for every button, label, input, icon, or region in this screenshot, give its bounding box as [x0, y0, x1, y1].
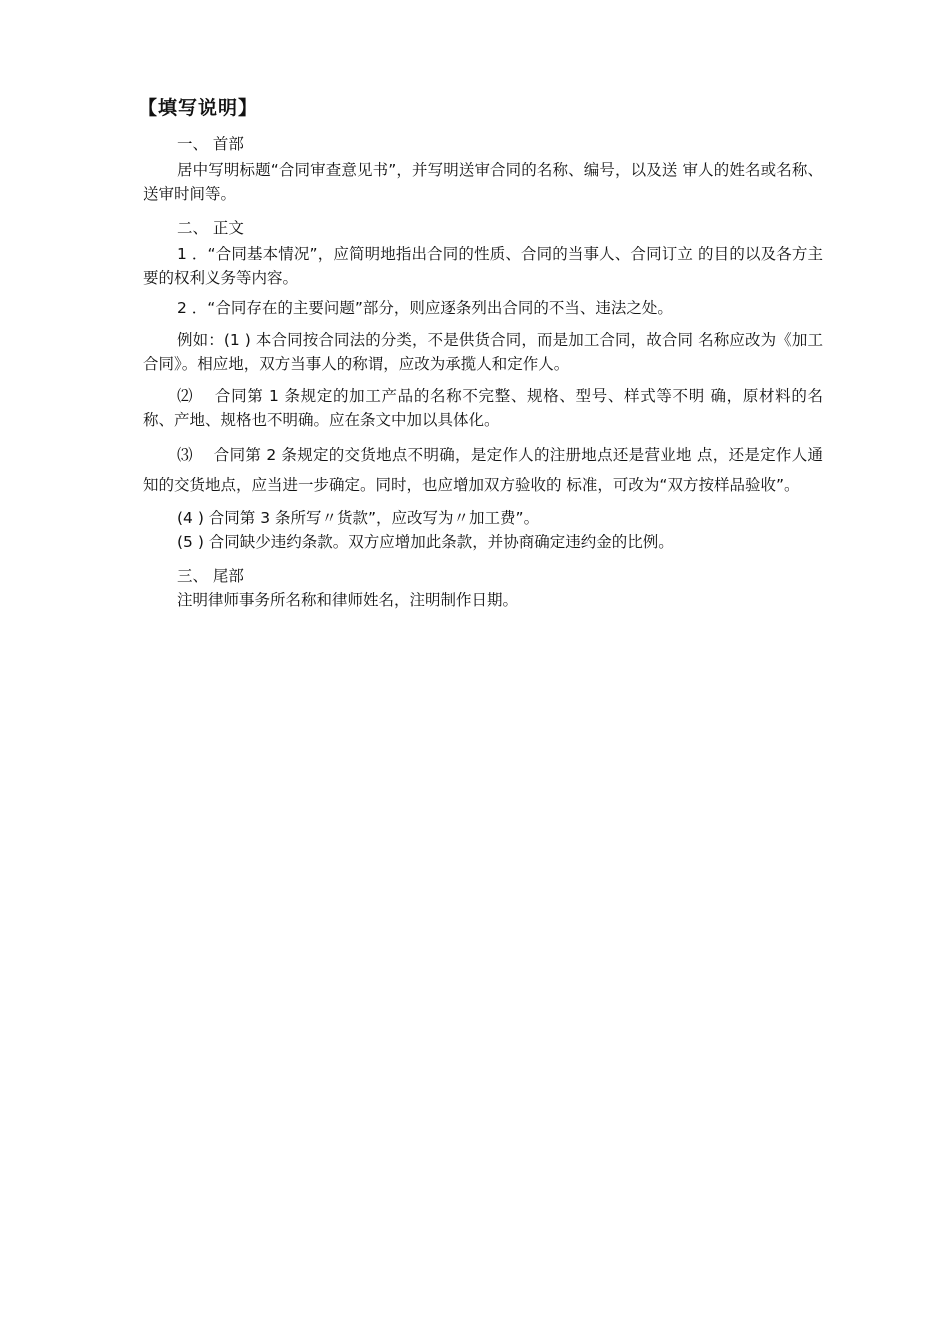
section-heading-footer: 三、 尾部	[177, 567, 244, 585]
paragraph-header-description: 居中写明标题“合同审查意见书”，并写明送审合同的名称、编号，以及送 审人的姓名或名称、送审时间等。	[143, 161, 823, 203]
document-body	[143, 132, 823, 612]
paragraph-main-issues: 2 ．“合同存在的主要问题”部分，则应逐条列出合同的不当、违法之处。	[177, 299, 673, 317]
paragraph-example-4: (4 ) 合同第 3 条所写〃货款”，应改写为〃加工费”。	[177, 509, 540, 527]
section-heading-header: 一、 首部	[177, 135, 244, 153]
page-title: 【填写说明】	[138, 97, 259, 119]
paragraph-basic-info: 1 ．“合同基本情况”，应简明地指出合同的性质、合同的当事人、合同订立 的目的以及各方主要的权利义务等内容。	[143, 245, 823, 287]
paragraph-example-2: ⑵ 合同第 1 条规定的加工产品的名称不完整、规格、型号、样式等不明 确，原材料的名称、产地、规格也不明确。应在条文中加以具体化。	[143, 387, 823, 429]
section-heading-body: 二、 正文	[177, 219, 244, 237]
paragraph-example-5: (5 ) 合同缺少违约条款。双方应增加此条款，并协商确定违约金的比例。	[177, 533, 674, 551]
paragraph-footer-description: 注明律师事务所名称和律师姓名，注明制作日期。	[177, 591, 519, 609]
paragraph-example-1: 例如：(1 ) 本合同按合同法的分类，不是供货合同，而是加工合同，故合同 名称应改为《加工合同》。相应地，双方当事人的称谓，应改为承揽人和定作人。	[143, 331, 823, 373]
paragraph-example-3: ⑶ 合同第 2 条规定的交货地点不明确，是定作人的注册地点还是营业地 点，还是定作人通知的交货地点，应当进一步确定。同时，也应增加双方验收的 标准，可改为“双方按样品验收”。	[143, 446, 823, 494]
